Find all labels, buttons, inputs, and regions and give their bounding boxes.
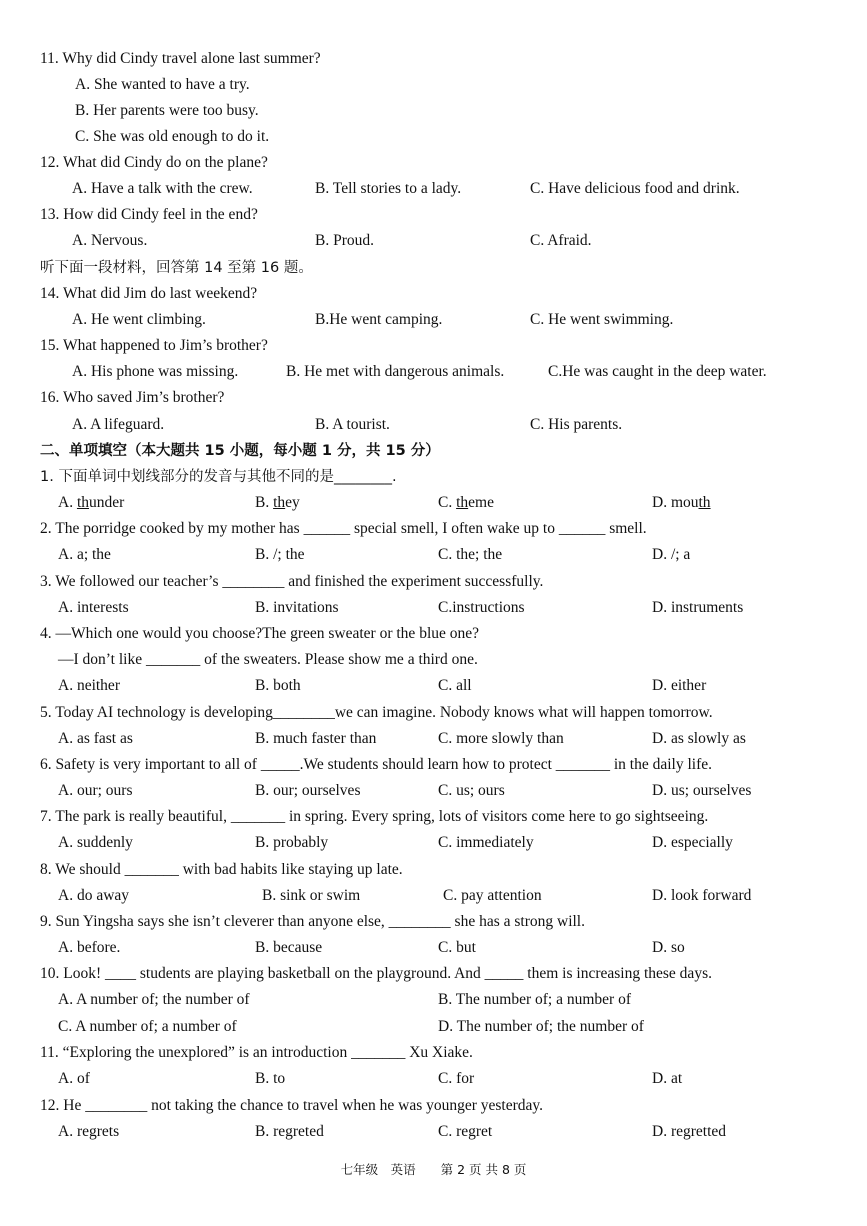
mc-q9-option-b: B. because: [255, 939, 323, 956]
q13-stem: 13. How did Cindy feel in the end?: [40, 206, 258, 223]
q16-stem: 16. Who saved Jim’s brother?: [40, 389, 225, 406]
mc-q11-stem: 11. “Exploring the unexplored” is an introduction _______ Xu Xiake.: [40, 1044, 473, 1061]
mc-q7-option-a: A. suddenly: [58, 834, 133, 851]
q11-stem: 11. Why did Cindy travel alone last summer?: [40, 50, 321, 67]
mc-q6-option-d: D. us; ourselves: [652, 782, 752, 799]
mc-q10-option-c: C. A number of; a number of: [58, 1018, 237, 1035]
mc-q1-stem: 1. 下面单词中划线部分的发音与其他不同的是________.: [40, 469, 397, 485]
mc-q11-option-b: B. to: [255, 1070, 286, 1087]
mc-q2-option-a: A. a; the: [58, 546, 111, 563]
mc-q4-stem-2: —I don’t like _______ of the sweaters. Please show me a third one.: [58, 651, 478, 668]
q16-option-c: C. His parents.: [530, 416, 623, 433]
mc-q7-option-d: D. especially: [652, 834, 733, 851]
mc-q3-option-b: B. invitations: [255, 599, 339, 616]
mc-q3-option-a: A. interests: [58, 599, 129, 616]
mc-q1-option-c: C. theme: [438, 494, 494, 511]
mc-q5-option-c: C. more slowly than: [438, 730, 564, 747]
mc-q3-option-c: C.instructions: [438, 599, 525, 616]
mc-q10-option-d: D. The number of; the number of: [438, 1018, 644, 1035]
mc-q11-option-c: C. for: [438, 1070, 475, 1087]
listening-instruction: 听下面一段材料，回答第 14 至第 16 题。: [40, 260, 313, 276]
mc-q4-option-c: C. all: [438, 677, 472, 694]
q13-option-a: A. Nervous.: [72, 232, 148, 249]
q15-stem: 15. What happened to Jim’s brother?: [40, 337, 268, 354]
mc-q12-option-d: D. regretted: [652, 1123, 727, 1140]
mc-q8-option-b: B. sink or swim: [262, 887, 361, 904]
q15-option-a: A. His phone was missing.: [72, 363, 239, 380]
q11-option-a: A. She wanted to have a try.: [75, 76, 250, 93]
q14-stem: 14. What did Jim do last weekend?: [40, 285, 258, 302]
mc-q12-option-b: B. regreted: [255, 1123, 324, 1140]
mc-q5-stem: 5. Today AI technology is developing________we can imagine. Nobody knows what will happen tomorrow.: [40, 704, 713, 721]
mc-q12-option-c: C. regret: [438, 1123, 493, 1140]
q12-stem: 12. What did Cindy do on the plane?: [40, 154, 268, 171]
mc-q12-stem: 12. He ________ not taking the chance to travel when he was younger yesterday.: [40, 1097, 544, 1114]
section-title: 二、单项填空（本大题共 15 小题，每小题 1 分，共 15 分）: [40, 443, 440, 459]
mc-q10-option-a: A. A number of; the number of: [58, 991, 250, 1008]
mc-q5-option-a: A. as fast as: [58, 730, 133, 747]
q14-option-b: B.He went camping.: [315, 311, 443, 328]
mc-q8-option-d: D. look forward: [652, 887, 752, 904]
mc-q2-option-c: C. the; the: [438, 546, 503, 563]
mc-q1-option-d: D. mouth: [652, 494, 711, 511]
mc-q5-option-d: D. as slowly as: [652, 730, 746, 747]
mc-q7-option-c: C. immediately: [438, 834, 534, 851]
mc-q6-option-a: A. our; ours: [58, 782, 133, 799]
mc-q9-option-d: D. so: [652, 939, 685, 956]
q11-option-c: C. She was old enough to do it.: [75, 128, 270, 145]
mc-q8-option-c: C. pay attention: [443, 887, 542, 904]
q12-option-a: A. Have a talk with the crew.: [72, 180, 253, 197]
mc-q4-option-a: A. neither: [58, 677, 120, 694]
q14-option-a: A. He went climbing.: [72, 311, 206, 328]
mc-q8-stem: 8. We should _______ with bad habits like staying up late.: [40, 861, 403, 878]
mc-q9-option-a: A. before.: [58, 939, 121, 956]
mc-q1-option-b: B. they: [255, 494, 300, 511]
q15-option-c: C.He was caught in the deep water.: [548, 363, 767, 380]
mc-q12-option-a: A. regrets: [58, 1123, 120, 1140]
mc-q2-option-b: B. /; the: [255, 546, 305, 563]
q13-option-c: C. Afraid.: [530, 232, 592, 249]
mc-q6-option-c: C. us; ours: [438, 782, 505, 799]
mc-q6-option-b: B. our; ourselves: [255, 782, 361, 799]
mc-q9-stem: 9. Sun Yingsha says she isn’t cleverer than anyone else, ________ she has a strong will.: [40, 913, 585, 930]
mc-q2-option-d: D. /; a: [652, 546, 691, 563]
q13-option-b: B. Proud.: [315, 232, 374, 249]
mc-q7-option-b: B. probably: [255, 834, 329, 851]
q16-option-a: A. A lifeguard.: [72, 416, 165, 433]
mc-q1-option-a: A. thunder: [58, 494, 125, 511]
mc-q11-option-a: A. of: [58, 1070, 90, 1087]
q12-option-b: B. Tell stories to a lady.: [315, 180, 462, 197]
mc-q11-option-d: D. at: [652, 1070, 683, 1087]
q15-option-b: B. He met with dangerous animals.: [286, 363, 505, 380]
mc-q4-stem: 4. —Which one would you choose?The green sweater or the blue one?: [40, 625, 480, 642]
mc-q6-stem: 6. Safety is very important to all of _____.We students should learn how to protect _______ in the daily life.: [40, 756, 713, 773]
mc-q7-stem: 7. The park is really beautiful, _______ in spring. Every spring, lots of visitors come here to go sightseeing.: [40, 808, 709, 825]
mc-q8-option-a: A. do away: [58, 887, 130, 904]
mc-q10-option-b: B. The number of; a number of: [438, 991, 631, 1008]
mc-q5-option-b: B. much faster than: [255, 730, 377, 747]
mc-q9-option-c: C. but: [438, 939, 476, 956]
mc-q2-stem: 2. The porridge cooked by my mother has ______ special smell, I often wake up to ______ smell.: [40, 520, 647, 537]
mc-q10-stem: 10. Look! ____ students are playing basketball on the playground. And _____ them is increasing these days.: [40, 965, 712, 982]
q16-option-b: B. A tourist.: [315, 416, 390, 433]
q14-option-c: C. He went swimming.: [530, 311, 674, 328]
page-footer: 七年级 英语 第 2 页 共 8 页: [340, 1162, 527, 1177]
q11-option-b: B. Her parents were too busy.: [75, 102, 259, 119]
q12-option-c: C. Have delicious food and drink.: [530, 180, 740, 197]
mc-q3-option-d: D. instruments: [652, 599, 744, 616]
mc-q4-option-b: B. both: [255, 677, 301, 694]
mc-q3-stem: 3. We followed our teacher’s ________ and finished the experiment successfully.: [40, 573, 544, 590]
mc-q4-option-d: D. either: [652, 677, 707, 694]
